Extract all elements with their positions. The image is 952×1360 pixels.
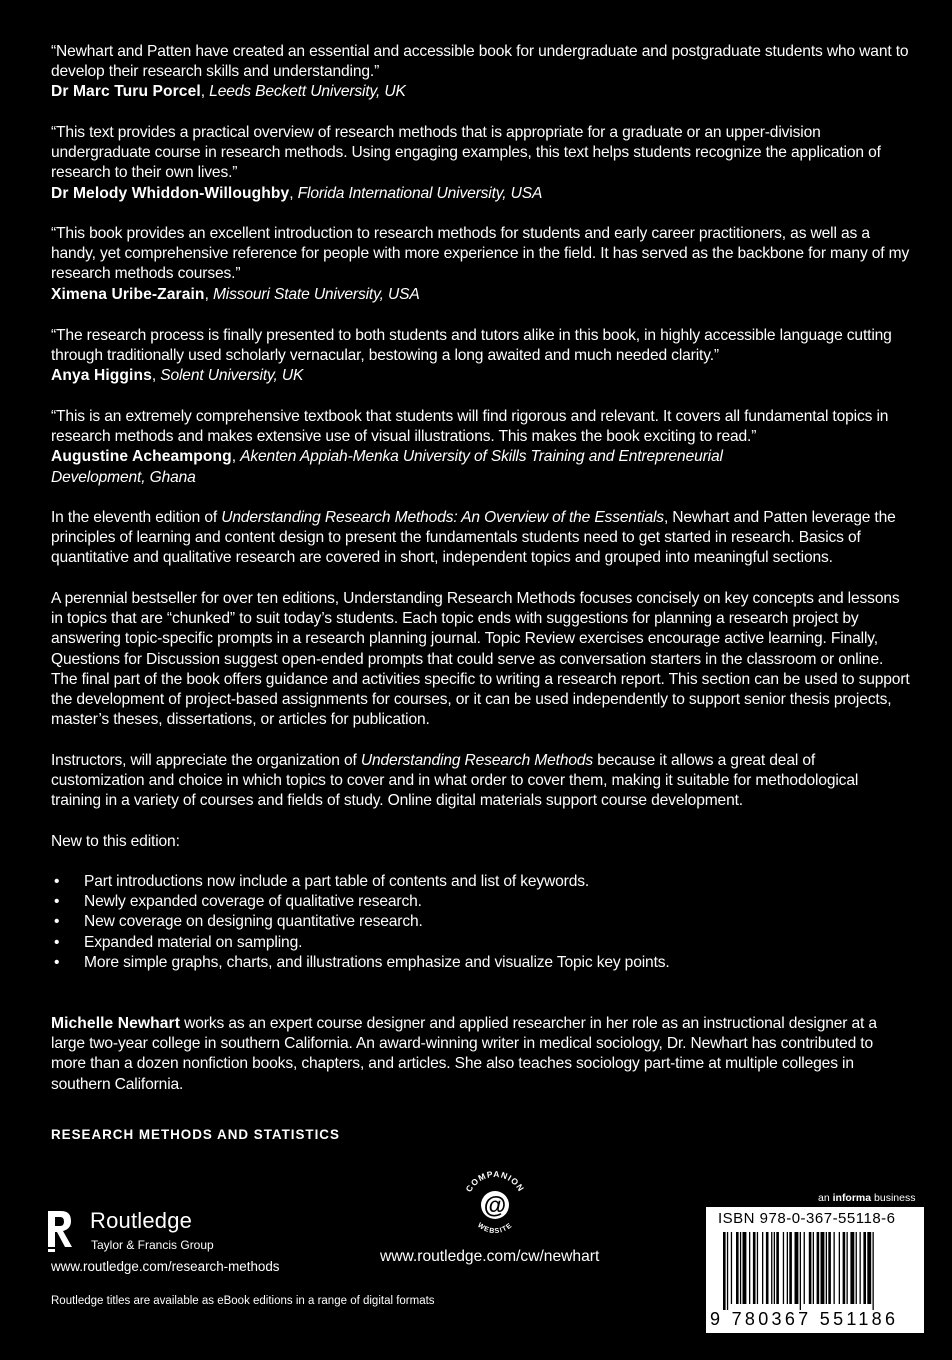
list-item: • Newly expanded coverage of qualitative research. [51, 892, 911, 912]
barcode-bar [723, 1232, 726, 1310]
review-quote: “This text provides a practical overview of research methods that is appropriate for a graduate or an upper-division undergraduate course in research methods. Using engaging examples, this text helps students recognize the application of research to their own lives.” [51, 124, 881, 182]
informa-suffix: business [871, 1192, 916, 1204]
list-item: • New coverage on designing quantitative research. [51, 912, 911, 932]
companion-website-badge [456, 1164, 534, 1242]
barcode-bar [736, 1232, 739, 1304]
barcode-bars [723, 1232, 913, 1310]
barcode-bar [800, 1232, 801, 1310]
barcode-bar [776, 1232, 779, 1304]
svg-text:WEBSITE [476, 1222, 514, 1235]
desc-text: , Newhart and Patten leverage the principles of learning and content design to present the fundamentals students need to get started in research. Basics of quantitative and qualitative research are covered in short, independent topics and grouped into meaningful sections. [51, 509, 896, 567]
new-edition-heading [51, 832, 911, 852]
review-quote: “Newhart and Patten have created an essential and accessible book for undergraduate and postgraduate students who want to develop their research skills and understanding.” [51, 43, 909, 81]
informa-brand: informa [832, 1192, 872, 1204]
review-2: “This text provides a practical overview of research methods that is appropriate for a graduate or an upper-division undergraduate course in research methods. Using engaging examples, this text helps students recognize the application of research to their own lives.” Dr Melody Whiddon-Willoughby, Florida International University, USA [51, 123, 911, 204]
barcode-bar [813, 1232, 814, 1304]
review-quote: “This is an extremely comprehensive textbook that students will find rigorous and relevant. It covers all fundamental topics in research methods and makes extensive use of visual illustrations. This makes the book exciting to read.” [51, 408, 889, 446]
reviewer-affiliation: Akenten Appiah-Menka University of Skills Training and Entrepreneurial [240, 448, 723, 466]
ebook-note: Routledge titles are available as eBook editions in a range of digital formats [51, 1295, 435, 1307]
reviewer-affiliation: Solent University, UK [160, 367, 304, 385]
review-4: “The research process is finally presented to both students and tutors alike in this book, in highly accessible language cutting through traditionally used scholarly vernacular, bestowing a long awaited and much needed clarity.” Anya Higgins, Solent University, UK [51, 326, 911, 387]
barcode-bar [753, 1232, 756, 1304]
description-3 [51, 751, 911, 812]
barcode-bar [847, 1232, 848, 1304]
barcode-bar [743, 1232, 747, 1304]
barcode-bar [809, 1232, 812, 1304]
isbn-text: ISBN 978-0-367-55118-6 [718, 1210, 896, 1227]
informa-prefix: an [818, 1192, 833, 1204]
barcode-bar [731, 1232, 732, 1304]
barcode-bar [762, 1232, 763, 1304]
barcode-bar [863, 1232, 866, 1304]
review-5: “This is an extremely comprehensive textbook that students will find rigorous and relevant. It covers all fundamental topics in research methods and makes extensive use of visual illustrations. This makes the book exciting to read.” Augustine Acheampong, Akenten Appiah-Menka University of Skills Training and Entrepreneurial Development, Ghana [51, 407, 911, 488]
barcode-bar [860, 1232, 861, 1304]
informa-tagline [818, 1192, 915, 1204]
routledge-logo-icon [45, 1209, 75, 1253]
barcode-bar [740, 1232, 741, 1304]
barcode-bar [826, 1232, 827, 1304]
publisher-name: Routledge [90, 1208, 193, 1233]
barcode-bar [774, 1232, 775, 1304]
barcode-bar [787, 1232, 788, 1304]
barcode-bar [821, 1232, 825, 1304]
review-quote: “The research process is finally presented to both students and tutors alike in this book, in highly accessible language cutting through traditionally used scholarly vernacular, bestowing a long awaited and much needed clarity.” [51, 327, 892, 365]
list-item: • Expanded material on sampling. [51, 933, 911, 953]
barcode-bar [873, 1232, 874, 1310]
reviewer-name: Dr Melody Whiddon-Willoughby [51, 184, 290, 202]
book-title: Understanding Research Methods: An Overview of the Essentials [221, 509, 664, 526]
at-icon: @ [483, 1192, 507, 1218]
description-1 [51, 508, 911, 569]
barcode-bar [757, 1232, 758, 1304]
barcode-bar [850, 1232, 854, 1304]
barcode-bar [749, 1232, 750, 1304]
list-item: • Part introductions now include a part table of contents and list of keywords. [51, 872, 911, 892]
barcode-bar [856, 1232, 857, 1304]
barcode-bar [804, 1232, 805, 1304]
description-2 [51, 589, 911, 730]
reviewer-affiliation-cont: Development, Ghana [51, 468, 196, 486]
barcode-bar [789, 1232, 792, 1304]
barcode-bar [867, 1232, 871, 1304]
reviewer-name: Augustine Acheampong [51, 448, 232, 466]
reviewer-name: Anya Higgins [51, 367, 152, 385]
barcode-bar [839, 1232, 840, 1304]
barcode-bar [727, 1232, 728, 1310]
isbn-barcode [706, 1207, 924, 1333]
heading: New to this edition: [51, 833, 180, 850]
barcode-bar [766, 1232, 769, 1304]
reviewer-name: Ximena Uribe-Zarain [51, 285, 205, 303]
desc-text: because it allows a great deal of customization and choice in which topics to cover and in what order to cover them, making it suitable for methodological training in a variety of courses and fields of study. Online digital materials support course development. [51, 752, 859, 810]
barcode-bar [795, 1232, 799, 1304]
companion-url[interactable]: www.routledge.com/cw/newhart [380, 1248, 600, 1265]
reviewer-affiliation: Florida International University, USA [297, 184, 543, 202]
reviewer-affiliation: Missouri State University, USA [212, 285, 420, 303]
review-3: “This book provides an excellent introduction to research methods for students and early career practitioners, as well as a handy, yet comprehensive reference for people with more experience in the field. It has served as the backbone for many of my research methods courses.” Ximena Uribe-Zarain, Missouri State University, USA [51, 225, 910, 303]
desc-text: Instructors, will appreciate the organization of [51, 752, 361, 769]
barcode-bar [783, 1232, 784, 1304]
author-name: Michelle Newhart [51, 1015, 180, 1032]
author-bio [51, 1014, 911, 1095]
companion-bottom-text: WEBSITE [476, 1221, 514, 1236]
book-title: Understanding Research Methods [360, 752, 594, 769]
reviewer-name: Dr Marc Turu Porcel [51, 83, 201, 101]
review-quote: “This book provides an excellent introduction to research methods for students and early career practitioners, as well as a handy, yet comprehensive reference for people with more experience in the field. It has served as the backbone for many of my research methods courses.” [51, 225, 910, 283]
barcode-bar [828, 1232, 831, 1304]
barcode-bar [771, 1232, 772, 1304]
barcode-bar [843, 1232, 846, 1304]
publisher-url[interactable]: www.routledge.com/research-methods [51, 1259, 280, 1274]
barcode-digits: 9 780367 551186 [710, 1309, 899, 1329]
desc-text: A perennial bestseller for over ten editions, Understanding Research Methods focuses concisely on key concepts and lessons in topics that are “chunked” to suit today’s students. Each topic ends with suggestions for planning a research project by answering topic-specific prompts in a research planning journal. Topic Review exercises encourage active learning. Finally, Questions for Discussion suggest open-ended prompts that could serve as conversation starters in the classroom or online. The final part of the book offers guidance and activities specific to writing a research report. This section can be used to support the development of project-based assignments for courses, or it can be used independently to support senior thesis projects, master’s theses, dissertations, or articles for publication. [51, 590, 910, 729]
desc-text: In the eleventh edition of [51, 509, 222, 526]
svg-text:COMPANION [464, 1169, 527, 1194]
new-edition-list [51, 872, 911, 973]
barcode-bar [834, 1232, 835, 1304]
list-item: • More simple graphs, charts, and illustrations emphasize and visualize Topic key points. [51, 953, 911, 973]
reviewer-affiliation: Leeds Beckett University, UK [209, 83, 406, 101]
subject-category: RESEARCH METHODS AND STATISTICS [51, 1127, 340, 1142]
review-1: “Newhart and Patten have created an essential and accessible book for undergraduate and postgraduate students who want to develop their research skills and understanding.” Dr Marc Turu Porcel, Leeds Beckett University, UK [51, 42, 911, 103]
publisher-group: Taylor & Francis Group [91, 1238, 214, 1252]
companion-top-text: COMPANION [463, 1168, 527, 1194]
barcode-bar [817, 1232, 820, 1304]
author-bio-text: works as an expert course designer and applied researcher in her role as an instructional designer at a large two-year college in southern California. An award-winning writer in medical sociology, Dr. Newhart has contributed to more than a dozen nonfiction books, chapters, and articles. She also teaches sociology part-time at multiple colleges in southern California. [51, 1015, 877, 1093]
